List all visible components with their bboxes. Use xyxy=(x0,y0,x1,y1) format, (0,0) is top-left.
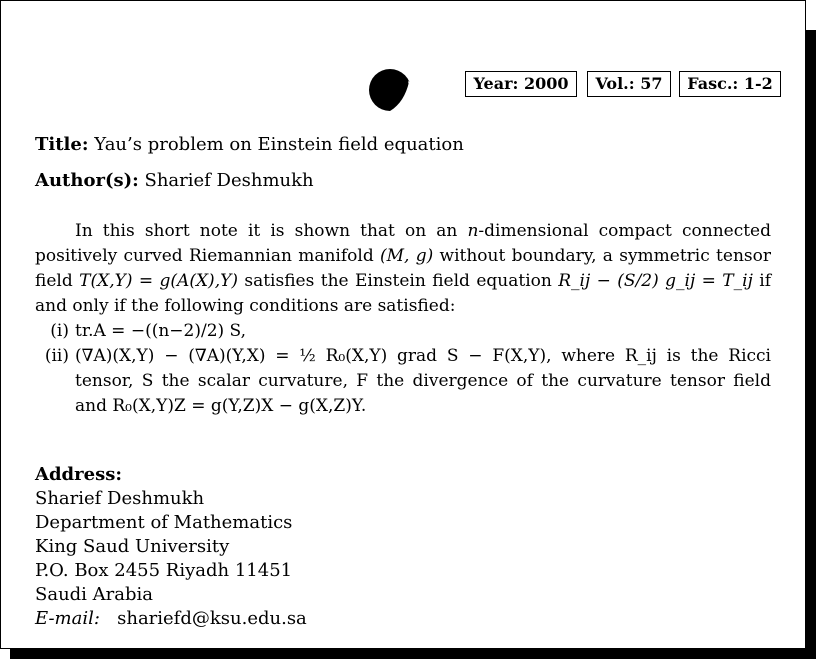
condition-item xyxy=(35,319,771,344)
title-line xyxy=(35,133,464,157)
abstract-text-1: In this short note it is shown that on an xyxy=(75,221,468,241)
address-line: Department of Mathematics xyxy=(35,512,293,533)
abstract-text-3: without boundary, a symmetric tensor field xyxy=(35,246,771,291)
abstract xyxy=(35,219,771,419)
condition-item xyxy=(35,344,771,419)
condition-number: (i) xyxy=(50,321,69,341)
address-line: Saudi Arabia xyxy=(35,584,154,605)
author-label: Author(s): xyxy=(35,170,139,191)
condition-number: (ii) xyxy=(44,346,69,366)
abstract-tensor: T(X,Y) = g(A(X),Y) xyxy=(79,271,238,291)
fascicle-badge: Fasc.: 1-2 xyxy=(679,71,781,97)
condition-text: tr.A = −((n−2)/2) S, xyxy=(75,321,246,341)
journal-logo-icon xyxy=(368,67,412,113)
address-line: King Saud University xyxy=(35,536,230,557)
abstract-text-5: if and only if the following conditions are satisfied: xyxy=(35,271,771,316)
article-author: Sharief Deshmukh xyxy=(144,170,314,191)
article-title: Yau’s problem on Einstein field equation xyxy=(94,134,464,155)
address-line: P.O. Box 2455 Riyadh 11451 xyxy=(35,560,293,581)
abstract-equation: R_ij − (S/2) g_ij = T_ij xyxy=(558,271,753,291)
email-address[interactable]: shariefd@ksu.edu.sa xyxy=(117,608,307,629)
abstract-n: n xyxy=(467,221,479,241)
title-label: Title: xyxy=(35,134,89,155)
email-label: E-mail: xyxy=(35,608,100,629)
abstract-manifold: (M, g) xyxy=(380,246,434,266)
address-block xyxy=(35,463,307,631)
abstract-intro xyxy=(35,219,771,319)
abstract-text-4: satisfies the Einstein field equation xyxy=(237,271,559,291)
volume-badge: Vol.: 57 xyxy=(587,71,671,97)
abstract-text-2: -dimensional compact connected positively curved Riemannian manifold xyxy=(35,221,771,266)
email-line xyxy=(35,607,307,631)
address-line: Sharief Deshmukh xyxy=(35,488,205,509)
address-label: Address: xyxy=(35,464,122,485)
year-badge: Year: 2000 xyxy=(465,71,577,97)
author-line xyxy=(35,169,314,193)
condition-text: (∇A)(X,Y) − (∇A)(Y,X) = ½ R₀(X,Y) grad S − F(X,Y), where R_ij is the Ricci tensor, S the scalar curvature, F the divergence of the curvature tensor field and R₀(X,Y)Z = g(Y,Z)X − g(X,Z)Y. xyxy=(75,346,771,416)
